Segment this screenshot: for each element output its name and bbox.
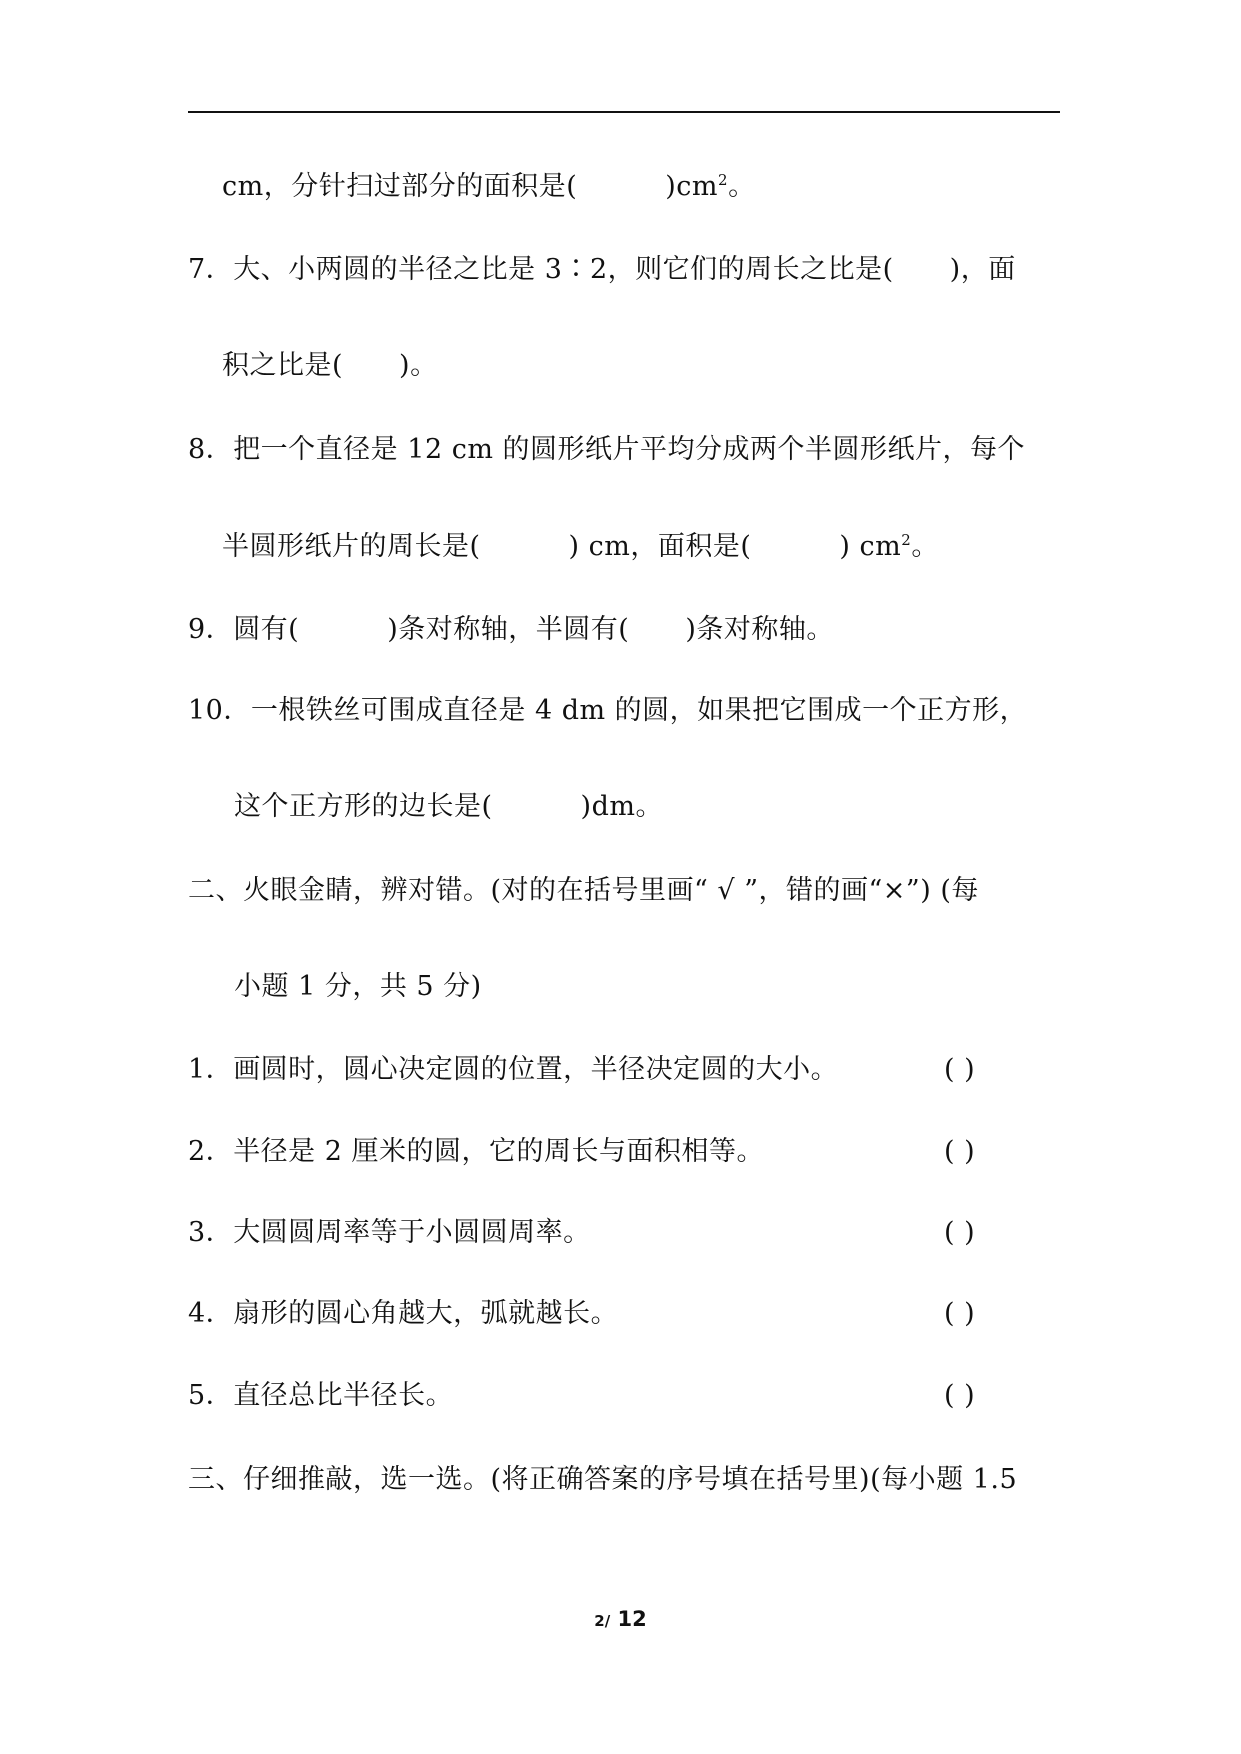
q6-text-pre: cm，分针扫过部分的面积是( [222,171,578,202]
q6-unit-sup: 2 [718,171,729,189]
q7-text-post: )，面 [949,254,1016,285]
tf-item-number: 5． [188,1380,234,1411]
tf-item-number: 3． [188,1217,234,1248]
q8-line2-pre: 半圆形纸片的周长是( [222,531,481,562]
section2-heading-line1: 二、火眼金睛，辨对错。(对的在括号里画“ √ ”，错的画“×”) (每 [188,875,979,906]
q10-line2-post: )dm。 [580,791,663,822]
q8-line2-end: 。 [911,531,939,562]
tf-item-text: 大圆圆周率等于小圆圆周率。 [233,1217,591,1248]
q6-continuation [222,170,756,204]
q7-line2 [222,349,438,383]
section3-heading-line1: 三、仔细推敲，选一选。(将正确答案的序号填在括号里)(每小题 1.5 [188,1464,1018,1495]
q9-text-pre: 圆有( [233,614,300,645]
tf-item-5 [188,1379,1060,1413]
tf-answer-box[interactable]: ( ) [944,1298,976,1329]
q7-line2-post: )。 [399,350,438,381]
tf-item-text: 半径是 2 厘米的圆，它的周长与面积相等。 [233,1136,765,1167]
q8-line2 [222,530,939,564]
tf-answer-box[interactable]: ( ) [944,1136,976,1167]
tf-item-number: 2． [188,1136,234,1167]
q8-unit-sup: 2 [901,531,912,549]
q9-text-post: )条对称轴。 [685,614,834,645]
tf-item-1 [188,1053,1060,1087]
section2-heading-line2: 小题 1 分，共 5 分) [234,971,482,1002]
page-number-total: 12 [617,1607,647,1631]
q10-text: 一根铁丝可围成直径是 4 dm 的圆，如果把它围成一个正方形， [250,695,1028,726]
tf-item-text: 画圆时，圆心决定圆的位置，半径决定圆的大小。 [233,1054,839,1085]
q7-number: 7． [188,254,234,285]
q9-line [188,613,834,647]
q8-number: 8． [188,434,234,465]
tf-item-2 [188,1135,1060,1169]
q9-text-mid: )条对称轴，半圆有( [387,614,630,645]
header-rule [188,111,1060,113]
tf-item-text: 直径总比半径长。 [233,1380,454,1411]
q6-text-post: )cm [665,171,719,202]
tf-item-number: 4． [188,1298,234,1329]
tf-answer-box[interactable]: ( ) [944,1217,976,1248]
q9-number: 9． [188,614,234,645]
q10-number: 10． [188,695,251,726]
q8-line2-post: ) cm [839,531,902,562]
q7-text-pre: 大、小两圆的半径之比是 3∶2，则它们的周长之比是( [233,254,894,285]
tf-item-3 [188,1216,1060,1250]
tf-answer-box[interactable]: ( ) [944,1380,976,1411]
q6-text-end: 。 [728,171,756,202]
q8-line1 [188,433,1025,467]
q8-text: 把一个直径是 12 cm 的圆形纸片平均分成两个半圆形纸片，每个 [233,434,1026,465]
q7-line1 [188,253,1016,287]
tf-item-text: 扇形的圆心角越大，弧就越长。 [233,1298,619,1329]
tf-answer-box[interactable]: ( ) [944,1054,976,1085]
q7-line2-pre: 积之比是( [222,350,344,381]
q10-line2 [234,790,663,824]
q8-line2-mid: ) cm，面积是( [568,531,752,562]
q10-line2-pre: 这个正方形的边长是( [234,791,493,822]
tf-item-number: 1． [188,1054,234,1085]
tf-item-4 [188,1297,1060,1331]
page-number [0,1606,1241,1634]
page-number-current: 2/ [594,1612,611,1630]
q10-line1 [188,694,1027,728]
